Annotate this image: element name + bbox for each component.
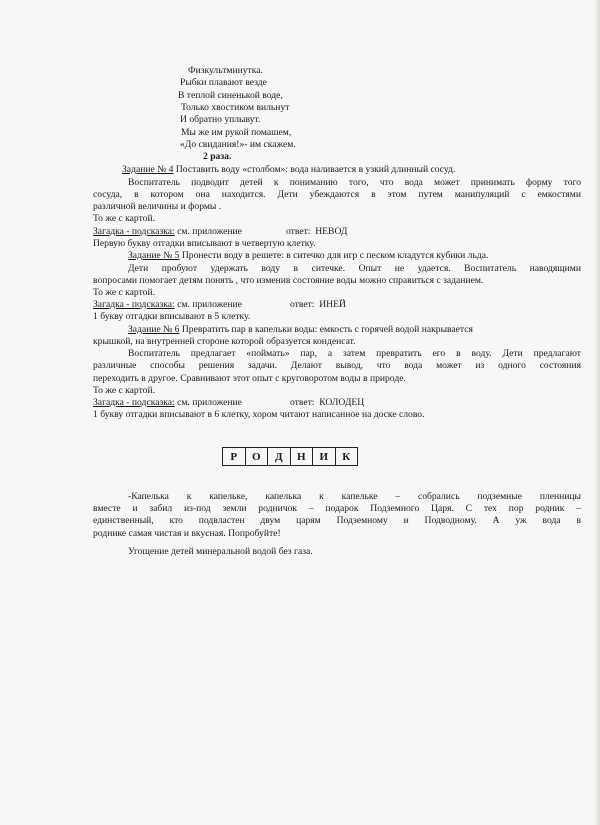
poem-title: Физкультминутка. xyxy=(188,65,263,76)
poem-line-2: В теплой синенькой воде, xyxy=(178,90,283,101)
task5-card: То же с картой. xyxy=(93,287,155,298)
word-grid-cell-2: О xyxy=(246,448,269,465)
ending-line-1: -Капелька к капельке, капелька к капельке – собрались подземные пленницы xyxy=(128,491,581,502)
task4-riddle-line xyxy=(93,226,242,237)
task5-riddle-line xyxy=(93,299,242,310)
task6-riddle-line xyxy=(93,397,242,408)
task6-paragraph-3: различные способы решения задачи. Делают вывод, что вода может из одного состояния xyxy=(93,360,581,371)
task6-heading-line xyxy=(128,324,473,335)
task4-answer-label: ответ: xyxy=(286,226,311,237)
task4-riddle-label: Загадка - подсказка: xyxy=(93,226,175,237)
poem-line-1: Рыбки плавают везде xyxy=(180,77,267,88)
task5-heading-line xyxy=(128,250,488,261)
task4-paragraph-1: Воспитатель подводит детей к пониманию того, что вода может принимать форму того xyxy=(128,177,581,188)
task5-heading-text: Пронести воду в решете: в ситечко для игр с песком кладутся кубики льда. xyxy=(179,250,489,261)
task6-paragraph-1: крышкой, на внутренней стороне которой образуется конденсат. xyxy=(93,336,356,347)
task5-answer-line xyxy=(290,299,346,310)
task4-card: То же с картой. xyxy=(93,213,155,224)
poem-line-5: Мы же им рукой помашем, xyxy=(181,127,292,138)
task5-letter-note: 1 букву отгадки вписывают в 5 клетку. xyxy=(93,311,251,322)
task4-heading-text: Поставить воду «столбом»: вода наливается в узкий длинный сосуд. xyxy=(173,164,456,175)
task6-answer: КОЛОДЕЦ xyxy=(319,397,365,408)
ending-line-2: вместе и забил из-под земли родничок – подарок Подземного Царя. С тех пор родник – xyxy=(93,503,581,514)
word-grid-cell-4: Н xyxy=(291,448,314,465)
task4-riddle-ref: см. приложение xyxy=(174,226,242,237)
task5-riddle-label: Загадка - подсказка: xyxy=(93,299,175,310)
poem-repeat: 2 раза. xyxy=(203,151,232,162)
word-grid-cell-5: И xyxy=(313,448,336,465)
poem-line-6: «До свидания!»- им скажем. xyxy=(180,139,296,150)
ending-line-5: Угощение детей минеральной водой без газа. xyxy=(128,546,313,557)
scan-edge xyxy=(594,0,600,825)
task6-card: То же с картой. xyxy=(93,385,155,396)
task6-letter-note: 1 букву отгадки вписывают в 6 клетку, хором читают написанное на доске слово. xyxy=(93,409,425,420)
ending-line-3: единственный, кто подвластен двум царям Подземному и Подводному. А уж вода в xyxy=(93,515,581,526)
poem-line-4: И обратно уплывут. xyxy=(180,114,261,125)
task4-heading-line xyxy=(122,164,455,175)
task6-paragraph-4: переходить в другое. Сравнивают этот опыт с круговоротом воды в природе. xyxy=(93,373,406,384)
task6-heading: Задание № 6 xyxy=(128,324,180,335)
task5-answer: ИНЕЙ xyxy=(319,299,346,310)
task6-answer-line xyxy=(290,397,364,408)
task6-answer-label: ответ: xyxy=(290,397,315,408)
word-grid-cell-3: Д xyxy=(268,448,291,465)
task4-letter-note: Первую букву отгадки вписывают в четвертую клетку. xyxy=(93,238,316,249)
task4-answer: НЕВОД xyxy=(315,226,348,237)
task6-heading-text: Превратить пар в капельки воды: емкость с горячей водой накрывается xyxy=(179,324,473,335)
task5-heading: Задание № 5 xyxy=(128,250,180,261)
task6-riddle-label: Загадка - подсказка: xyxy=(93,397,175,408)
task4-answer-line xyxy=(286,226,347,237)
word-grid xyxy=(222,447,358,466)
task5-paragraph-1: Дети пробуют удержать воду в ситечке. Опыт не удается. Воспитатель наводящими xyxy=(128,263,581,274)
word-grid-cell-6: К xyxy=(342,450,351,463)
task6-riddle-ref: см. приложение xyxy=(174,397,242,408)
task4-paragraph-2: сосуда, в котором она находится. Дети убеждаются в этом путем манипуляций с емкостями xyxy=(93,189,581,200)
task6-paragraph-2: Воспитатель предлагает «поймать» пар, а затем превратить его в воду. Дети предлагают xyxy=(128,348,581,359)
ending-line-4: роднике самая чистая и вкусная. Попробуйте! xyxy=(93,528,281,539)
task5-answer-label: ответ: xyxy=(290,299,315,310)
task5-riddle-ref: см. приложение xyxy=(174,299,242,310)
word-grid-cell-1: Р xyxy=(223,448,246,465)
task4-paragraph-3: различной величины и формы . xyxy=(93,201,222,212)
poem-line-3: Только хвостиком вильнут xyxy=(181,102,290,113)
task5-paragraph-2: вопросами помогает детям понять , что изменив состояние воды можно справиться с заданием. xyxy=(93,275,484,286)
task4-heading: Задание № 4 xyxy=(122,164,174,175)
